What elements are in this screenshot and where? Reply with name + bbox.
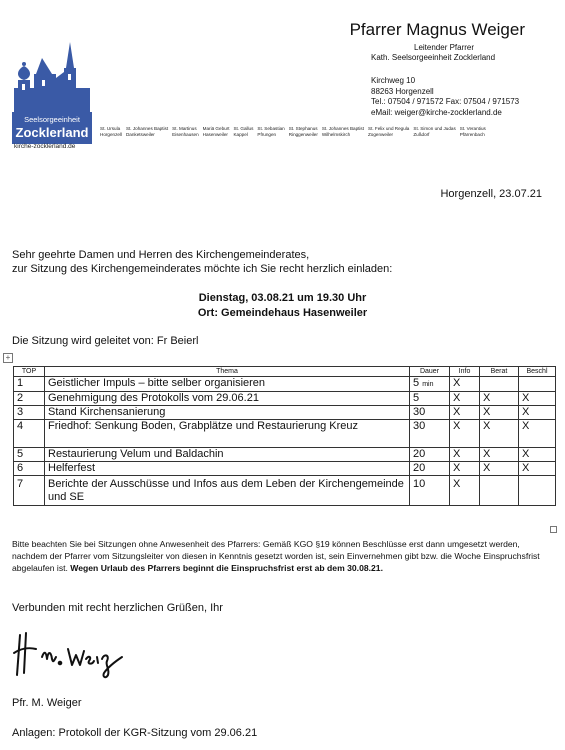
parish-saint: St. Martinus xyxy=(172,126,197,131)
svg-text:Zocklerland: Zocklerland xyxy=(15,125,89,140)
duration-unit: min xyxy=(422,381,434,388)
address-city: 88263 Horgenzell xyxy=(371,86,434,96)
parish-saint: St. Ursula xyxy=(100,126,121,131)
cell-thema: Helferfest xyxy=(45,462,410,476)
pastor-role: Leitender Pfarrer xyxy=(414,43,475,52)
header-berat: Berat xyxy=(480,367,519,377)
logo-url: kirche-zocklerland.de xyxy=(14,143,76,150)
closing: Verbunden mit recht herzlichen Grüßen, Ihr xyxy=(12,602,223,614)
cell-top: 2 xyxy=(14,392,45,406)
parish-place: Kappel xyxy=(233,132,248,137)
cell-top: 6 xyxy=(14,462,45,476)
cell-beschl: X xyxy=(519,406,556,420)
table-row xyxy=(14,420,556,448)
cell-info: X xyxy=(450,448,480,462)
address-street: Kirchweg 10 xyxy=(371,76,416,85)
cell-info: X xyxy=(450,392,480,406)
cell-info: X xyxy=(450,462,480,476)
cell-dauer: 30 xyxy=(410,406,450,420)
cell-top: 5 xyxy=(14,448,45,462)
table-row xyxy=(14,392,556,406)
cell-thema: Berichte der Ausschüsse und Infos aus dem Leben der Kirchengemeinde und SE xyxy=(45,476,410,506)
cell-top: 1 xyxy=(14,377,45,392)
invitation-text: zur Sitzung des Kirchengemeinderates möchte ich Sie recht herzlich einladen: xyxy=(12,263,393,275)
cell-berat: X xyxy=(480,406,519,420)
cell-dauer: 5 xyxy=(410,392,450,406)
parish-logo xyxy=(12,38,92,150)
handwritten-signature xyxy=(12,627,132,682)
parish-place: Ringgenweiler xyxy=(288,132,318,137)
address-block xyxy=(371,76,519,118)
table-row xyxy=(14,476,556,506)
parish-saint: St. Sebastian xyxy=(257,126,285,131)
parish-saint: St. Felix und Regula xyxy=(368,126,410,131)
parish-saint: St. Johannes Baptist xyxy=(125,126,169,131)
note-text: Bitte beachten Sie bei Sitzungen ohne Anwesenheit des Pfarrers: Gemäß KGO §19 können Beschlüsse erst dann umgesetzt werden, nachdem der Pfarrer vom Sitzungsleiter von diesen in Kenntnis gesetzt worden ist, sein Einvernehmen gibt bzw. die Woche Einspruchsfrist abgelaufen ist. xyxy=(12,539,540,573)
table-row xyxy=(14,377,556,392)
cell-dauer: 30 xyxy=(410,420,450,448)
greeting: Sehr geehrte Damen und Herren des Kirchengemeinderates, xyxy=(12,249,310,261)
parish-place: Eisenhausen xyxy=(172,132,199,137)
parish-item xyxy=(257,126,284,138)
header-beschl: Beschl xyxy=(519,367,556,377)
header-dauer: Dauer xyxy=(410,367,450,377)
cell-beschl xyxy=(519,377,556,392)
parish-saint: St. Johannes Baptist xyxy=(321,126,364,131)
cell-beschl: X xyxy=(519,392,556,406)
parish-item xyxy=(460,126,486,138)
cell-thema: Friedhof: Senkung Boden, Grabplätze und Restaurierung Kreuz xyxy=(45,420,410,448)
parish-item xyxy=(368,126,409,138)
parish-place: Danketsweiler xyxy=(125,132,155,137)
cell-info: X xyxy=(450,406,480,420)
parish-item xyxy=(233,126,253,138)
parish-place: Zogenweiler xyxy=(368,132,394,137)
parish-place: Pfrungen xyxy=(257,132,277,137)
cell-thema: Restaurierung Velum und Baldachin xyxy=(45,448,410,462)
header-thema: Thema xyxy=(45,367,410,377)
header-top: TOP xyxy=(14,367,45,377)
parish-place: Wilhelmskirch xyxy=(321,132,351,137)
parish-place: Hasenweiler xyxy=(202,132,228,137)
cell-top: 7 xyxy=(14,476,45,506)
legal-note xyxy=(12,538,552,574)
table-row xyxy=(14,462,556,476)
parish-item xyxy=(289,126,318,138)
cell-thema: Stand Kirchensanierung xyxy=(45,406,410,420)
cell-info: X xyxy=(450,476,480,506)
parish-saint: St. Verantius xyxy=(459,126,486,131)
cell-info: X xyxy=(450,377,480,392)
parish-saint: St. Stephanus xyxy=(288,126,318,131)
cell-thema: Genehmigung des Protokolls vom 29.06.21 xyxy=(45,392,410,406)
cell-beschl: X xyxy=(519,448,556,462)
parish-item xyxy=(100,126,122,138)
pastoral-unit: Kath. Seelsorgeeinheit Zocklerland xyxy=(371,53,496,62)
cell-beschl: X xyxy=(519,462,556,476)
parish-item xyxy=(126,126,168,138)
note-end: . xyxy=(380,563,383,573)
cell-berat xyxy=(480,476,519,506)
parish-saint: St. Simon und Judas xyxy=(413,126,456,131)
meeting-place: Ort: Gemeindehaus Hasenweiler xyxy=(197,307,368,319)
note-bold-text: Wegen Urlaub des Pfarrers beginnt die Einspruchsfrist erst ab dem 30.08.21 xyxy=(70,563,381,573)
table-header-row xyxy=(14,367,556,377)
signer-name: Pfr. M. Weiger xyxy=(12,697,82,709)
cell-beschl: X xyxy=(519,420,556,448)
cell-berat: X xyxy=(480,448,519,462)
cell-top: 3 xyxy=(14,406,45,420)
cell-dauer: 20 xyxy=(410,462,450,476)
parish-place: Horgenzell xyxy=(100,132,122,137)
table-move-handle[interactable]: + xyxy=(3,353,13,363)
parish-item xyxy=(172,126,199,138)
parish-place: Pfärrenbach xyxy=(459,132,485,137)
parish-item xyxy=(322,126,364,138)
parish-saint: St. Gallus xyxy=(233,126,254,131)
svg-text:Seelsorgeeinheit: Seelsorgeeinheit xyxy=(24,115,80,124)
letter-date: Horgenzell, 23.07.21 xyxy=(440,188,542,200)
cell-top: 4 xyxy=(14,420,45,448)
parish-item xyxy=(203,126,230,138)
table-resize-handle[interactable] xyxy=(550,526,557,533)
meeting-chair: Die Sitzung wird geleitet von: Fr Beierl xyxy=(12,335,199,347)
cell-berat: X xyxy=(480,420,519,448)
parish-saint: Mariä Geburt xyxy=(202,126,230,131)
cell-info: X xyxy=(450,420,480,448)
parish-place: Zußdorf xyxy=(413,132,430,137)
cell-beschl xyxy=(519,476,556,506)
parish-item xyxy=(413,126,455,138)
cell-berat: X xyxy=(480,462,519,476)
attachments: Anlagen: Protokoll der KGR-Sitzung vom 29.06.21 xyxy=(12,727,258,739)
pastor-name: Pfarrer Magnus Weiger xyxy=(349,20,525,39)
cell-berat: X xyxy=(480,392,519,406)
address-email[interactable]: eMail: weiger@kirche-zocklerland.de xyxy=(371,107,502,117)
table-row xyxy=(14,406,556,420)
agenda-table xyxy=(13,366,556,506)
header-info: Info xyxy=(450,367,480,377)
meeting-date: Dienstag, 03.08.21 um 19.30 Uhr xyxy=(198,292,367,304)
cell-dauer: 5 min xyxy=(410,377,450,392)
address-phone: Tel.: 07504 / 971572 Fax: 07504 / 971573 xyxy=(371,97,520,106)
cell-berat xyxy=(480,377,519,392)
cell-thema: Geistlicher Impuls – bitte selber organisieren xyxy=(45,377,410,392)
cell-dauer: 10 xyxy=(410,476,450,506)
table-row xyxy=(14,448,556,462)
cell-dauer: 20 xyxy=(410,448,450,462)
parish-list xyxy=(100,126,490,138)
